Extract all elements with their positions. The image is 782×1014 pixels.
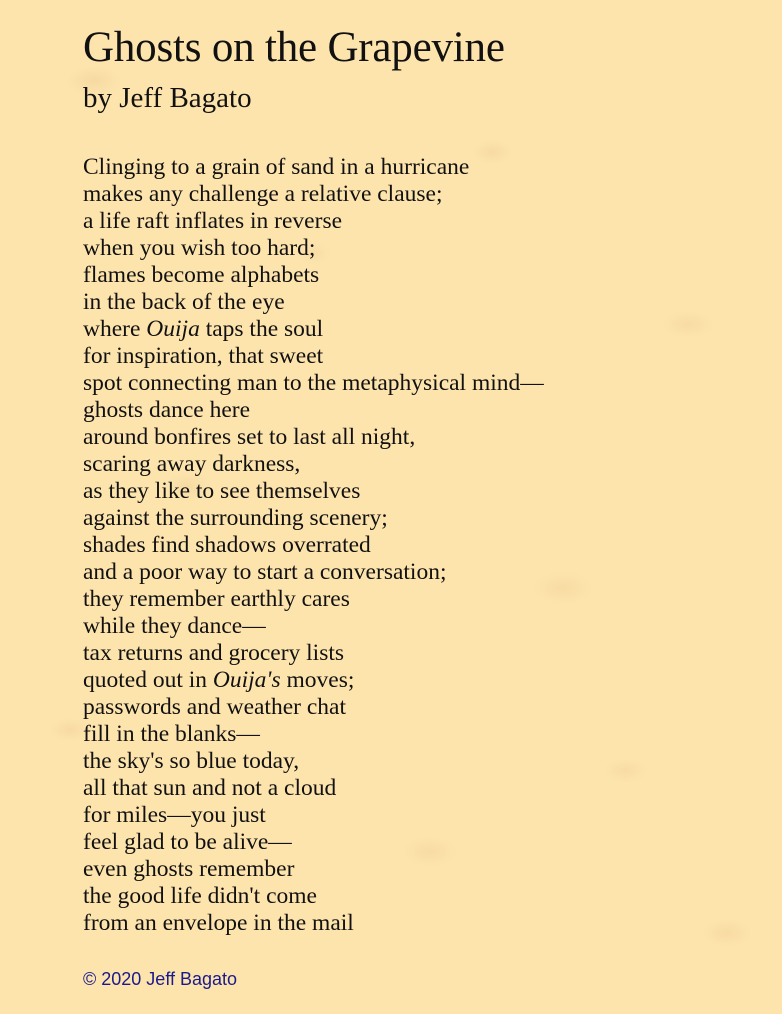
poem-line-segment: and a poor way to start a conversation; [83, 559, 447, 585]
poem-line-italic-segment: Ouija [146, 316, 200, 342]
poem-line [83, 856, 763, 883]
poem-line-segment: spot connecting man to the metaphysical mind— [83, 370, 544, 396]
copyright-notice: © 2020 Jeff Bagato [83, 969, 238, 989]
poem-line-segment: a life raft inflates in reverse [83, 208, 343, 234]
poem-line [83, 262, 763, 289]
poem-line-segment: when you wish too hard; [83, 235, 316, 261]
poem-line-segment: passwords and weather chat [83, 694, 346, 720]
poem-line-segment: as they like to see themselves [83, 478, 361, 504]
poem-line-segment: shades find shadows overrated [83, 532, 371, 558]
poem-byline: by Jeff Bagato [83, 82, 252, 114]
poem-line-segment: even ghosts remember [83, 856, 295, 882]
poem-line-segment: against the surrounding scenery; [83, 505, 388, 531]
poem-line [83, 613, 763, 640]
poem-line-segment: the sky's so blue today, [83, 748, 300, 774]
poem-line [83, 154, 763, 181]
poem-line [83, 208, 763, 235]
poem-line-segment: tax returns and grocery lists [83, 640, 345, 666]
poem-line [83, 910, 763, 937]
poem-line [83, 748, 763, 775]
poem-line [83, 829, 763, 856]
poem-page [83, 22, 763, 937]
poem-line-segment: while they dance— [83, 613, 266, 639]
poem-line-segment: in the back of the eye [83, 289, 285, 315]
poem-line [83, 397, 763, 424]
poem-line-segment: moves; [280, 667, 355, 693]
poem-line-italic-segment: Ouija's [212, 667, 281, 693]
poem-line [83, 532, 763, 559]
poem-line [83, 694, 763, 721]
poem-line [83, 586, 763, 613]
poem-line [83, 883, 763, 910]
poem-body [83, 154, 763, 937]
poem-line-segment: makes any challenge a relative clause; [83, 181, 443, 207]
poem-line [83, 370, 763, 397]
poem-line [83, 775, 763, 802]
poem-line-segment: where [83, 316, 147, 342]
poem-line [83, 721, 763, 748]
poem-line-segment: the good life didn't come [83, 883, 317, 909]
poem-line [83, 289, 763, 316]
poem-line [83, 505, 763, 532]
poem-line [83, 478, 763, 505]
poem-line-segment: fill in the blanks— [83, 721, 260, 747]
poem-line-segment: for inspiration, that sweet [83, 343, 324, 369]
poem-line-segment: all that sun and not a cloud [83, 775, 337, 801]
poem-line [83, 802, 763, 829]
poem-line-segment: scaring away darkness, [83, 451, 301, 477]
poem-line-segment: around bonfires set to last all night, [83, 424, 416, 450]
poem-line-segment: Clinging to a grain of sand in a hurricane [83, 154, 470, 180]
poem-line-segment: quoted out in [83, 667, 213, 693]
poem-line-segment: they remember earthly cares [83, 586, 350, 612]
poem-line-segment: taps the soul [199, 316, 324, 342]
poem-line [83, 559, 763, 586]
poem-line [83, 667, 763, 694]
poem-line [83, 451, 763, 478]
poem-line [83, 424, 763, 451]
poem-line [83, 640, 763, 667]
poem-line-segment: flames become alphabets [83, 262, 320, 288]
poem-line [83, 316, 763, 343]
poem-line-segment: feel glad to be alive— [83, 829, 292, 855]
poem-line-segment: from an envelope in the mail [83, 910, 354, 936]
poem-line [83, 235, 763, 262]
poem-line-segment: for miles—you just [83, 802, 266, 828]
poem-line [83, 343, 763, 370]
poem-line [83, 181, 763, 208]
poem-title: Ghosts on the Grapevine [83, 24, 505, 71]
poem-line-segment: ghosts dance here [83, 397, 251, 423]
